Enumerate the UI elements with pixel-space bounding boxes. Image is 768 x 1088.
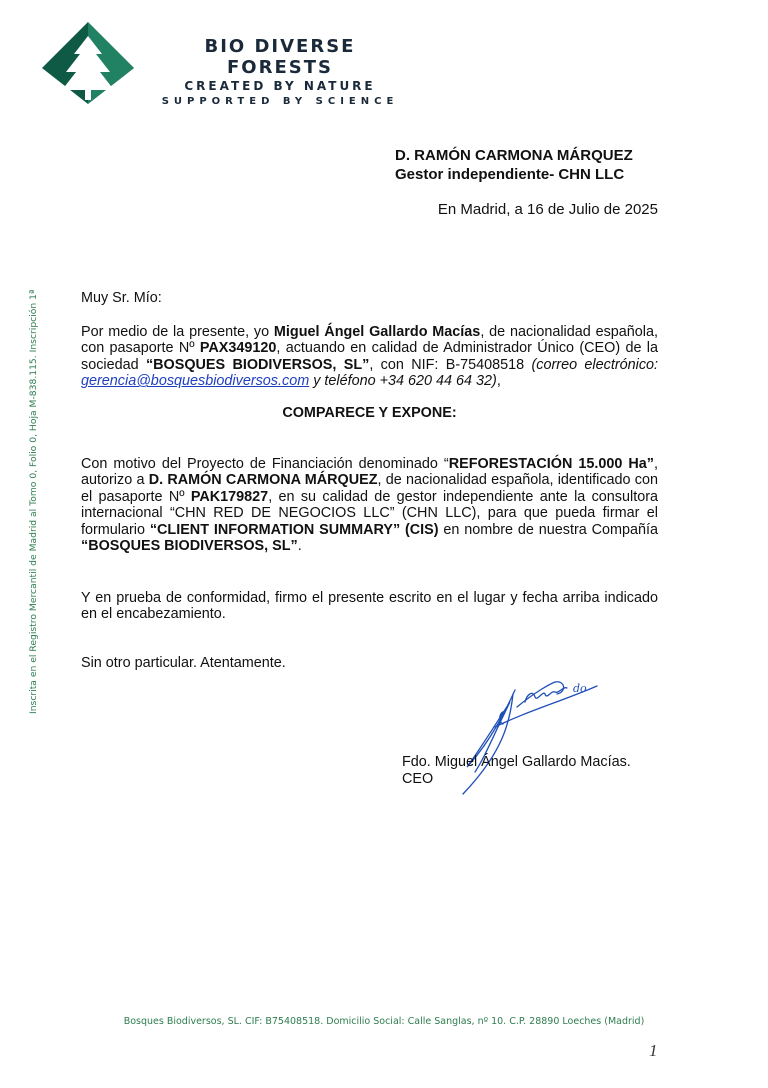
recipient-name: D. RAMÓN CARMONA MÁRQUEZ — [395, 147, 633, 164]
company-logo — [40, 20, 136, 104]
brand-tagline-2: SUPPORTED BY SCIENCE — [161, 96, 399, 107]
svg-text:do: do — [573, 682, 587, 695]
brand-name: BIO DIVERSE FORESTS — [204, 36, 356, 78]
brand-tagline-1: CREATED BY NATURE — [184, 79, 376, 93]
signer-name: Fdo. Miguel Ángel Gallardo Macías. — [402, 754, 631, 770]
paragraph-authorization: Con motivo del Proyecto de Financiación denominado “REFORESTACIÓN 15.000 Ha”, autorizo a D. RAMÓN CARMONA MÁRQUEZ, de nacionalidad española, identificado con el pasaporte Nº PAK179827, en su calidad de gestor independiente ante la consultora internacional “CHN RED DE NEGOCIOS LLC” (CHN LLC), para que pueda firmar el formulario “CLIENT INFORMATION SUMMARY” (CIS) en nombre de nuestra Compañía “BOSQUES BIODIVERSOS, SL”. — [81, 456, 658, 555]
brand-block — [150, 36, 410, 107]
paragraph-conformity: Y en prueba de conformidad, firmo el presente escrito en el lugar y fecha arriba indicado en el encabezamiento. — [81, 590, 658, 623]
registry-side-note: Inscrita en el Registro Mercantil de Madrid al Tomo 0, Folio 0, Hoja M-838.115. Inscripción 1ª — [28, 289, 39, 714]
recipient-title: Gestor independiente- CHN LLC — [395, 166, 625, 183]
signer-block — [402, 754, 631, 788]
page-number: 1 — [649, 1041, 658, 1060]
paragraph-introduction: Por medio de la presente, yo Miguel Ángel Gallardo Macías, de nacionalidad española, con pasaporte Nº PAX349120, actuando en calidad de Administrador Único (CEO) de la sociedad “BOSQUES BIODIVERSOS, SL”, con NIF: B-75408518 (correo electrónico: gerencia@bosquesbiodiversos.com y teléfono +34 620 44 64 32), — [81, 324, 659, 390]
email-link[interactable]: gerencia@bosquesbiodiversos.com — [81, 373, 310, 390]
closing-line: Sin otro particular. Atentamente. — [81, 655, 286, 671]
section-heading: COMPARECE Y EXPONE: — [282, 405, 457, 421]
greeting: Muy Sr. Mío: — [81, 290, 162, 306]
recipient-block — [395, 146, 633, 184]
letter-date: En Madrid, a 16 de Julio de 2025 — [437, 201, 658, 218]
footer: Bosques Biodiversos, SL. CIF: B75408518. Domicilio Social: Calle Sanglas, nº 10. C.P. 28890 Loeches (Madrid) — [123, 1016, 645, 1027]
signer-role: CEO — [402, 771, 434, 787]
